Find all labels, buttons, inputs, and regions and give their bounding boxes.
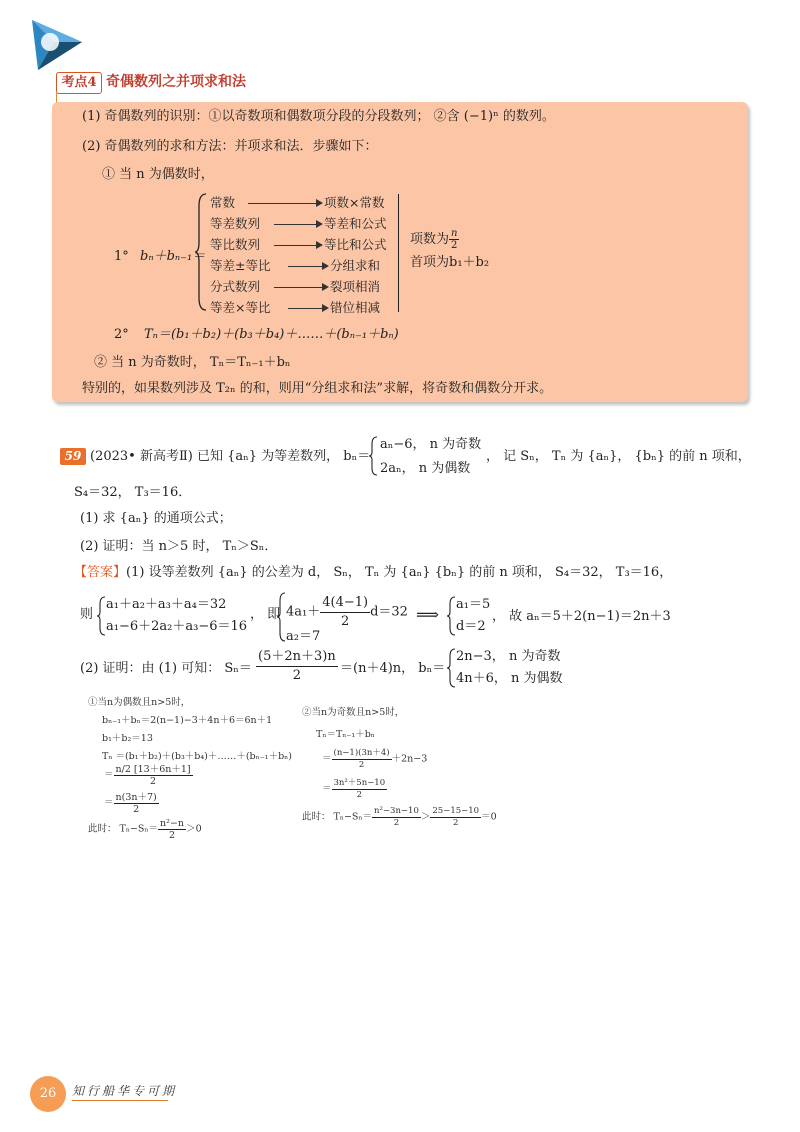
- left-brace-icon: [368, 436, 378, 476]
- left-item: 常数: [210, 195, 236, 210]
- answer-line-1: 【答案】(1) 设等差数列 {aₙ} 的公差为 d， Sₙ， Tₙ 为 {aₙ} {bₙ} 的前 n 项和， S₄＝32， T₃＝16，: [74, 565, 673, 580]
- left-brace-icon: [446, 596, 456, 636]
- left-item: 分式数列: [210, 279, 261, 294]
- publisher-logo-icon: [24, 12, 88, 76]
- left-brace-icon: [276, 592, 286, 642]
- left-brace-icon: [96, 596, 106, 636]
- implies-arrow-icon: ⟹: [416, 605, 439, 624]
- arrow-icon: [288, 308, 324, 309]
- problem-intro: (2023• 新高考Ⅱ) 已知 {aₙ} 为等差数列， bₙ＝: [90, 449, 371, 464]
- conclusion-1: ， 故 aₙ＝5＋2(n−1)＝2n＋3: [492, 609, 671, 624]
- hw-left-line-2: bₙ₋₁＋bₙ＝2(n−1)−3＋4n＋6＝6n＋1: [102, 715, 273, 726]
- answer-label: 【答案】: [74, 565, 127, 580]
- hw-right-line-3: ＝ $\frac{(n-1)(3n+4)}{2}$ ＋2n−3: [322, 748, 428, 770]
- arrow-icon: [248, 203, 318, 204]
- case-even-label: ① 当 n 为偶数时，: [102, 167, 214, 182]
- summary-line-2: (2) 奇偶数列的求和方法：并项求和法．步骤如下：: [82, 139, 378, 154]
- question-1: (1) 求 {aₙ} 的通项公式；: [80, 511, 232, 526]
- system-2-prefix: ， 即: [250, 607, 281, 622]
- hw-right-line-5: 此时： Tₙ−Sₙ＝ $\frac{\text{n²−3n−10}}{2}$ ＞ $\frac{25-15-10}{2}$ ＝0: [302, 806, 497, 828]
- problem-given: S₄＝32， T₃＝16．: [74, 485, 192, 500]
- summary-box: [52, 102, 748, 402]
- arrow-icon: [274, 287, 324, 288]
- right-item: 错位相减: [330, 300, 381, 315]
- page-number: 26: [30, 1076, 66, 1112]
- step2-label: 2°: [114, 327, 129, 342]
- part2-mid: ＝(n＋4)n， bₙ＝: [340, 661, 446, 676]
- section-title: 奇偶数列之并项求和法: [106, 74, 246, 90]
- question-2: (2) 证明：当 n＞5 时， Tₙ＞Sₙ．: [80, 539, 278, 554]
- system-3-eq-a: a₁＝5: [456, 597, 491, 612]
- system-3-eq-b: d＝2: [456, 619, 486, 634]
- left-item: 等差×等比: [210, 300, 271, 315]
- arrow-icon: [274, 224, 318, 225]
- system-1-prefix: 则: [80, 607, 94, 622]
- system-1-eq-b: a₁−6＋2a₂＋a₃−6＝16: [106, 619, 248, 634]
- step2-expression: Tₙ＝(b₁＋b₂)＋(b₃＋b₄)＋……＋(bₙ₋₁＋bₙ): [144, 327, 399, 342]
- piecewise-even: 2aₙ， n 为偶数: [380, 461, 471, 476]
- system-2-eq-b: a₂＝7: [286, 629, 321, 644]
- footer-motto: 知行船华专可期: [72, 1084, 178, 1098]
- step1-expression: bₙ＋bₙ₋₁＝: [140, 249, 206, 264]
- system-1-eq-a: a₁＋a₂＋a₃＋a₄＝32: [106, 597, 227, 612]
- problem-number-badge: 59: [60, 448, 86, 465]
- footer-underline: [72, 1100, 168, 1101]
- hw-right-line-1: ②当n为奇数且n>5时，: [302, 707, 405, 718]
- summary-line-1: (1) 奇偶数列的识别：①以奇数项和偶数项分段的分段数列； ②含 (−1)ⁿ 的数列。: [82, 109, 555, 124]
- case-odd: ② 当 n 为奇数时， Tₙ＝Tₙ₋₁＋bₙ: [94, 355, 291, 370]
- hw-left-line-5: ＝ $\frac{n/2 [13+6n+1]}{2}$: [104, 764, 191, 787]
- note-count: 项数为 $\frac{n}{2}$: [410, 228, 458, 251]
- hw-left-line-4: Tₙ ＝(b₁＋b₂)＋(b₃＋b₄)＋……＋(bₙ₋₁＋bₙ): [102, 751, 292, 762]
- hw-left-line-7: 此时： Tₙ−Sₙ＝ $\frac{\text{n²−n}}{2}$ ＞0: [88, 818, 202, 841]
- right-item: 分组求和: [330, 258, 381, 273]
- part2-piece-even: 4n＋6， n 为偶数: [456, 671, 563, 686]
- left-item: 等差数列: [210, 216, 261, 231]
- arrow-head-icon: [316, 241, 323, 249]
- right-bracket: [398, 194, 399, 312]
- right-item: 等比和公式: [324, 237, 387, 252]
- left-items: [210, 192, 270, 318]
- section-tag: 考点4: [56, 72, 102, 94]
- right-item: 等差和公式: [324, 216, 387, 231]
- left-item: 等比数列: [210, 237, 261, 252]
- system-2-eq-a: 4a₁＋ $\frac{4(4-1)}{2}$ d＝32: [286, 595, 408, 629]
- hw-right-line-4: ＝ $\frac{\text{3n²＋5n−10}}{2}$: [322, 778, 386, 800]
- problem-intro-tail: ， 记 Sₙ， Tₙ 为 {aₙ}， {bₙ} 的前 n 项和，: [486, 449, 751, 464]
- left-brace-icon: [446, 648, 456, 688]
- step1-label: 1°: [114, 249, 129, 264]
- part2-prefix: (2) 证明：由 (1) 可知： Sₙ＝: [80, 661, 252, 676]
- left-brace-icon: [194, 192, 208, 312]
- arrow-head-icon: [316, 220, 323, 228]
- part2-fraction: $\frac{(5+2n+3)n}{2}$: [258, 649, 336, 683]
- piecewise-odd: aₙ−6， n 为奇数: [380, 437, 482, 452]
- hw-left-line-6: ＝ $\frac{n(3n+7)}{2}$: [104, 792, 157, 815]
- right-item: 项数×常数: [324, 195, 385, 210]
- left-item: 等差±等比: [210, 258, 271, 273]
- arrow-icon: [288, 266, 324, 267]
- note-first-term: 首项为b₁＋b₂: [410, 255, 490, 270]
- arrow-head-icon: [316, 199, 323, 207]
- hw-right-line-2: Tₙ＝Tₙ₋₁＋bₙ: [316, 729, 375, 740]
- right-items: [324, 192, 387, 318]
- part2-piece-odd: 2n−3， n 为奇数: [456, 649, 561, 664]
- hw-left-line-1: ①当n为偶数且n>5时，: [88, 697, 191, 708]
- arrow-icon: [274, 245, 318, 246]
- special-note: 特别的，如果数列涉及 T₂ₙ 的和，则用“分组求和法”求解，将奇数和偶数分开求。: [82, 381, 553, 396]
- right-item: 裂项相消: [330, 279, 381, 294]
- hw-left-line-3: b₁＋b₂＝13: [102, 733, 153, 744]
